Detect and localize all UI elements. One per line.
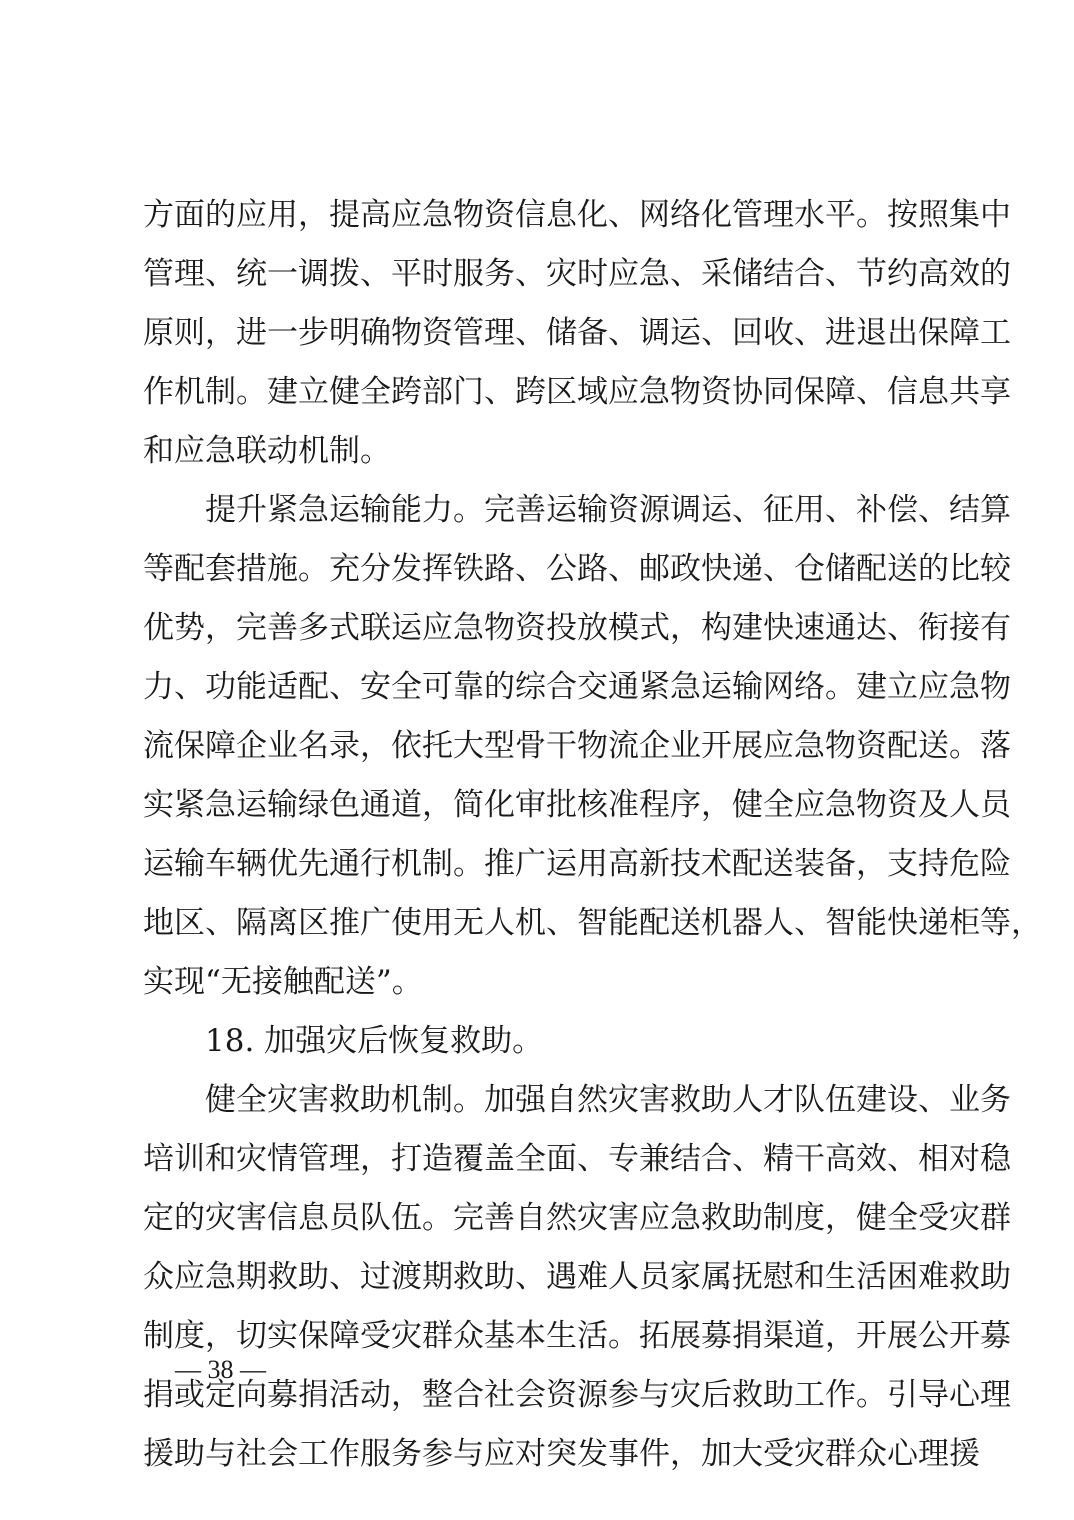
text-line: 定的灾害信息员队伍。完善自然灾害应急救助制度，健全受灾群 (143, 1200, 1011, 1236)
text-line: 众应急期救助、过渡期救助、遇难人员家属抚慰和生活困难救助 (143, 1259, 1011, 1295)
text-line: 力、功能适配、安全可靠的综合交通紧急运输网络。建立应急物 (143, 669, 1011, 705)
text-line: 原则，进一步明确物资管理、储备、调运、回收、进退出保障工 (143, 315, 1011, 351)
text-line: 管理、统一调拨、平时服务、灾时应急、采储结合、节约高效的 (143, 256, 1011, 292)
text-line: 实现“无接触配送”。 (143, 964, 423, 1000)
text-line: 地区、隔离区推广使用无人机、智能配送机器人、智能快递柜等， (143, 905, 1042, 941)
paragraph-first-line: 健全灾害救助机制。加强自然灾害救助人才队伍建设、业务 (205, 1082, 1011, 1118)
text-line: 方面的应用，提高应急物资信息化、网络化管理水平。按照集中 (143, 197, 1011, 233)
text-line: 等配套措施。充分发挥铁路、公路、邮政快递、仓储配送的比较 (143, 551, 1011, 587)
text-line: 作机制。建立健全跨部门、跨区域应急物资协同保障、信息共享 (143, 374, 1011, 410)
paragraph-first-line: 提升紧急运输能力。完善运输资源调运、征用、补偿、结算 (205, 492, 1011, 528)
text-line: 流保障企业名录，依托大型骨干物流企业开展应急物资配送。落 (143, 728, 1011, 764)
section-heading: 18. 加强灾后恢复救助。 (205, 1023, 544, 1059)
text-line: 优势，完善多式联运应急物资投放模式，构建快速通达、衔接有 (143, 610, 1011, 646)
text-line: 援助与社会工作服务参与应对突发事件，加大受灾群众心理援 (143, 1436, 980, 1472)
page-number: — 38 — (175, 1355, 266, 1384)
text-line: 运输车辆优先通行机制。推广运用高新技术配送装备，支持危险 (143, 846, 1011, 882)
text-line: 和应急联动机制。 (143, 433, 391, 469)
text-line: 制度，切实保障受灾群众基本生活。拓展募捐渠道，开展公开募 (143, 1318, 1011, 1354)
text-line: 捐或定向募捐活动，整合社会资源参与灾后救助工作。引导心理 (143, 1377, 1011, 1413)
text-line: 实紧急运输绿色通道，简化审批核准程序，健全应急物资及人员 (143, 787, 1011, 823)
text-line: 培训和灾情管理，打造覆盖全面、专兼结合、精干高效、相对稳 (143, 1141, 1011, 1177)
